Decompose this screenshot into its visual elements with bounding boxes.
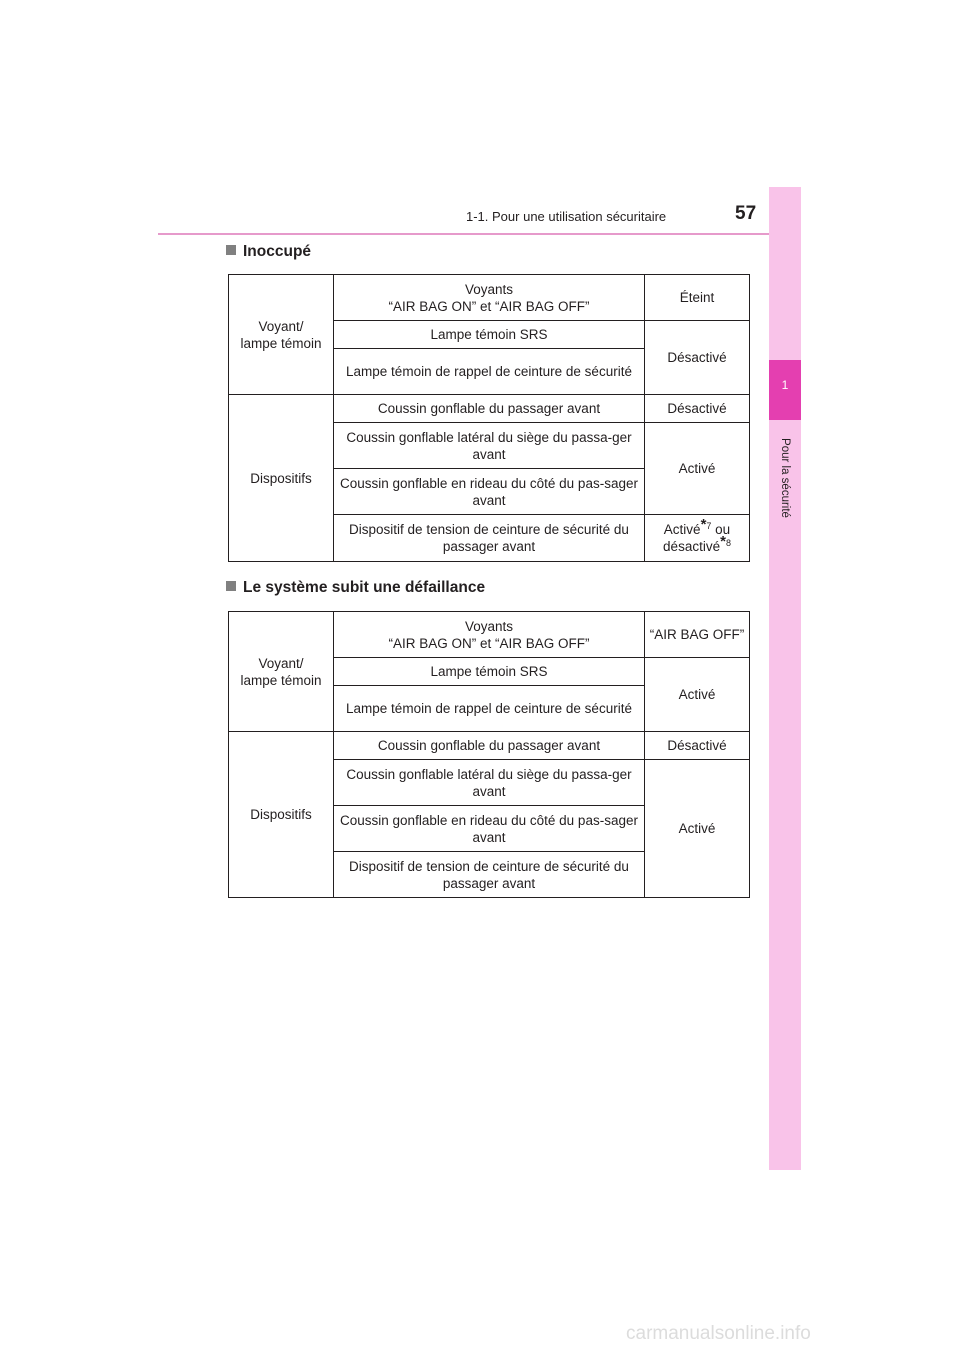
status-value-inactive: ou désactivé	[663, 522, 731, 554]
item-label: Coussin gonflable du passager avant	[377, 401, 601, 416]
item-cell	[334, 732, 645, 760]
item-cell	[334, 612, 645, 658]
item-cell	[334, 806, 645, 852]
group-cell-voyant	[229, 612, 334, 732]
chapter-side-strip	[769, 187, 801, 1170]
heading-bullet-square	[226, 245, 236, 255]
item-cell	[334, 275, 645, 321]
section-heading-text: Le système subit une défaillance	[243, 579, 486, 596]
status-value: Activé	[678, 687, 716, 702]
watermark-text: carmanualsonline.info	[626, 1323, 811, 1344]
group-label: Voyant/ lampe témoin	[240, 318, 322, 351]
status-value: Activé	[678, 461, 716, 476]
item-cell	[334, 852, 645, 898]
group-label: Dispositifs	[250, 470, 312, 486]
group-cell-dispositifs	[229, 732, 334, 898]
footnote-star: *	[720, 532, 726, 550]
item-cell	[334, 658, 645, 686]
status-cell	[645, 732, 750, 760]
item-label: Lampe témoin de rappel de ceinture de sécurité	[346, 701, 632, 716]
status-cell	[645, 423, 750, 515]
status-table-defaillance	[228, 611, 750, 898]
item-label: Lampe témoin SRS	[430, 327, 548, 342]
group-label: Voyant/ lampe témoin	[240, 655, 322, 688]
status-table-inoccupe	[228, 274, 750, 562]
item-label: Dispositif de tension de ceinture de sécurité du passager avant	[349, 858, 629, 891]
footnote-star: *	[700, 515, 707, 533]
section-heading-defaillance	[226, 579, 485, 597]
group-cell-dispositifs	[229, 395, 334, 562]
chapter-number-tab: 1	[769, 360, 801, 420]
page-number: 57	[735, 203, 757, 224]
status-cell	[645, 612, 750, 658]
status-cell	[645, 395, 750, 423]
item-cell	[334, 321, 645, 349]
status-value: Désactivé	[667, 350, 727, 365]
header-section-title: 1-1. Pour une utilisation sécuritaire	[466, 209, 667, 224]
item-cell	[334, 515, 645, 562]
item-cell	[334, 760, 645, 806]
item-label: Coussin gonflable en rideau du côté du pas-sager avant	[340, 475, 638, 508]
item-label: Coussin gonflable en rideau du côté du pas-sager avant	[340, 812, 638, 845]
footer-watermark	[626, 1323, 811, 1345]
section-heading-inoccupe	[226, 243, 311, 261]
item-label: Voyants “AIR BAG ON” et “AIR BAG OFF”	[388, 281, 590, 314]
item-label: Coussin gonflable latéral du siège du passa-ger avant	[346, 429, 632, 462]
footnote-ref-7: 7	[706, 520, 712, 531]
header-divider	[158, 233, 801, 235]
item-label: Coussin gonflable du passager avant	[377, 738, 601, 753]
status-value: Éteint	[679, 290, 715, 305]
group-label: Dispositifs	[250, 807, 312, 822]
item-label: Lampe témoin de rappel de ceinture de sécurité	[346, 364, 632, 379]
item-cell	[334, 469, 645, 515]
status-cell	[645, 515, 750, 562]
item-cell	[334, 395, 645, 423]
heading-bullet-square	[226, 581, 236, 591]
status-cell	[645, 760, 750, 898]
section-heading-text: Inoccupé	[243, 243, 312, 260]
chapter-title-vertical: Pour la sécurité	[779, 438, 791, 518]
status-value: Désactivé	[667, 401, 727, 416]
item-label: Coussin gonflable latéral du siège du passa-ger avant	[346, 766, 632, 799]
item-cell	[334, 686, 645, 732]
item-label: Lampe témoin SRS	[430, 664, 548, 679]
status-value-active: Activé	[663, 522, 701, 537]
status-cell	[645, 321, 750, 395]
status-cell	[645, 658, 750, 732]
footnote-ref-8: 8	[725, 537, 731, 548]
item-label: Voyants “AIR BAG ON” et “AIR BAG OFF”	[388, 618, 590, 651]
item-cell	[334, 349, 645, 395]
group-cell-voyant	[229, 275, 334, 395]
status-cell	[645, 275, 750, 321]
status-value: Activé	[678, 821, 716, 836]
item-label: Dispositif de tension de ceinture de sécurité du passager avant	[349, 522, 629, 554]
status-value: “AIR BAG OFF”	[649, 627, 745, 642]
status-value: Désactivé	[667, 738, 727, 753]
item-cell	[334, 423, 645, 469]
